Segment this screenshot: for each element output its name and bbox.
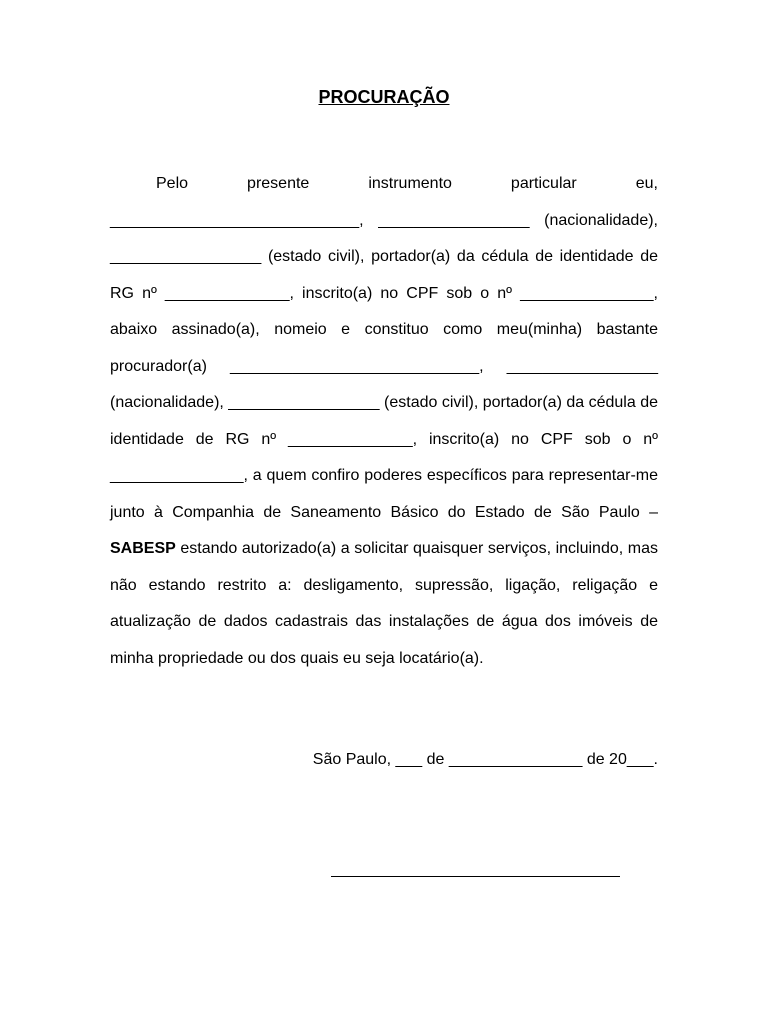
date-line: São Paulo, ___ de _______________ de 20___. [312, 751, 658, 768]
company-name: SABESP [110, 540, 176, 557]
document-title: PROCURAÇÃO [318, 87, 450, 107]
body-text-part1: Pelo presente instrumento particular eu, ____________________________, _________________ (nacionalidade), _________________ (estado civil), portador(a) da cédula de identidade de RG nº ______________, inscrito(a) no CPF sob o nº _______________, abaixo assinado(a), nomeio e constituo como meu(minha) bastante procurador(a) ____________________________, _________________ (nacionalidade), _________________ (estado civil), portador(a) da cédula de identidade de RG nº ______________, inscrito(a) no CPF sob o nº _______________, a quem confiro poderes específicos para representar-me junto à Companhia de Saneamento Básico do Estado de São Paulo – [110, 175, 658, 521]
signature-line [331, 876, 620, 877]
body-text-part2: estando autorizado(a) a solicitar quaisquer serviços, incluindo, mas não estando restrito a: desligamento, supressão, ligação, religação e atualização de dados cadastrais das instalações de água dos imóveis de minha propriedade ou dos quais eu seja locatário(a). [110, 540, 658, 667]
document-body [110, 166, 658, 677]
